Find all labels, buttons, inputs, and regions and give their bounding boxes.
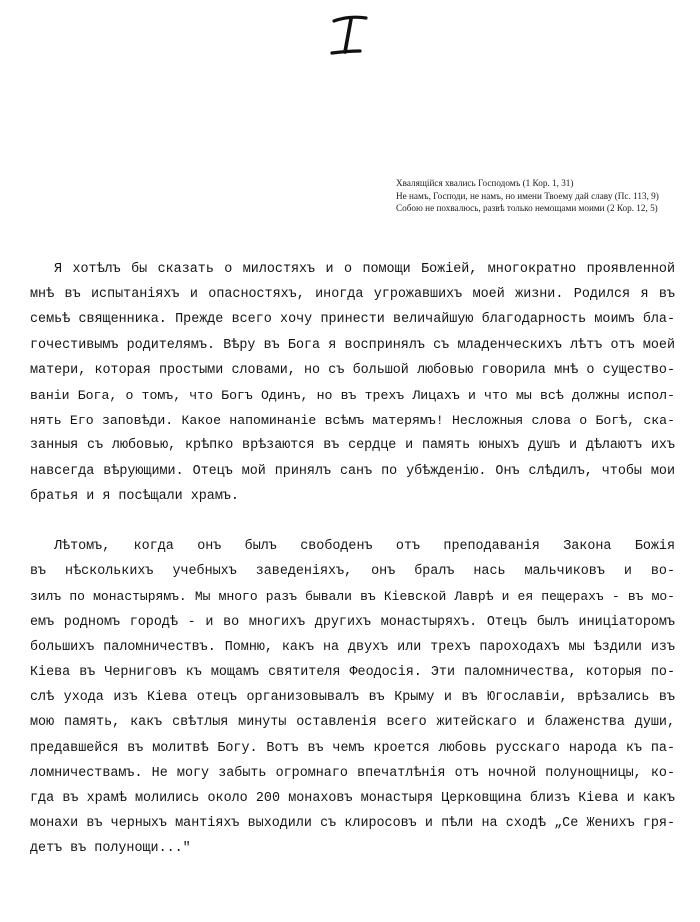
text-line: мою память, какъ свѣтлыя минуты оставленія всего житейскаго и блаженства души, bbox=[30, 715, 675, 731]
paragraph bbox=[30, 257, 675, 509]
text-line: детъ въ полунощи..." bbox=[30, 841, 191, 857]
text-line: Лѣтомъ, когда онъ былъ свободенъ отъ преподаванія Закона Божія bbox=[54, 539, 675, 555]
text-line: мнѣ въ испытаніяхъ и опасностяхъ, иногда угрожавшихъ моей жизни. Родился я въ bbox=[30, 287, 675, 303]
chapter-numeral bbox=[318, 8, 378, 62]
text-line: занныя съ любовью, крѣпко врѣзаются въ сердце и память юныхъ душъ и дѣлаютъ ихъ bbox=[30, 438, 675, 454]
text-line: навсегда вѣрующими. Отецъ мой принялъ санъ по убѣжденію. Онъ слѣдилъ, чтобы мои bbox=[30, 463, 675, 479]
text-line: монахи въ черныхъ мантіяхъ выходили съ клиросовъ и пѣли на сходѣ „Се Женихъ гря- bbox=[30, 816, 675, 832]
text-line: емъ родномъ городѣ - и во многихъ другихъ монастыряхъ. Отецъ былъ иниціаторомъ bbox=[30, 614, 675, 630]
text-line: слѣ ухода изъ Кіева отецъ организовывалъ въ Крыму и въ Югославіи, врѣзались въ bbox=[30, 690, 675, 706]
text-line: большихъ паломничествъ. Помню, какъ на двухъ или трехъ пароходахъ мы ѣздили изъ bbox=[30, 639, 675, 655]
text-line: нять Его заповѣди. Какое напоминаніе всѣмъ матерямъ! Несложныя слова о Богѣ, ска- bbox=[30, 413, 675, 429]
text-line: гочестивымъ родителямъ. Вѣру въ Бога я воспринялъ съ младенческихъ лѣтъ отъ моей bbox=[30, 337, 675, 353]
text-line: Я хотѣлъ бы сказать о милостяхъ и о помощи Божіей, многократно проявленной bbox=[54, 262, 675, 277]
text-line: гда въ храмѣ молились около 200 монаховъ монастыря Церковщина близъ Кіева и какъ bbox=[30, 791, 675, 807]
text-line: ваніи Бога, о томъ, что Богъ Одинъ, но въ трехъ Лицахъ и что мы всѣ должны испол- bbox=[30, 388, 675, 404]
epigraph-line: Хвалящійся хвались Господомъ (1 Кор. 1, 31) bbox=[396, 178, 574, 188]
text-line: зилъ по монастырямъ. Мы много разъ бывали въ Кіевской Лаврѣ и ея пещерахъ - въ мо- bbox=[30, 589, 675, 605]
text-line: предавшейся въ молитвѣ Богу. Вотъ въ чемъ кроется любовь русскаго народа къ па- bbox=[30, 740, 675, 756]
text-line: ломничествамъ. Не могу забыть огромнаго впечатлѣнія отъ ночной полунощницы, ко- bbox=[30, 765, 675, 781]
epigraph-line: Собою не похвалюсь, развѣ только немощами моими (2 Кор. 12, 5) bbox=[396, 203, 658, 213]
text-line: въ нѣсколькихъ учебныхъ заведеніяхъ, онъ бралъ нась мальчиковъ и во- bbox=[30, 564, 675, 580]
text-line: Кіева въ Черниговъ къ мощамъ святителя Феодосія. Эти паломничества, которыя по- bbox=[30, 665, 675, 681]
epigraph-line: Не намъ, Господи, не намъ, но имени Твоему дай славу (Пс. 113, 9) bbox=[396, 190, 659, 201]
chapter-numeral-glyph bbox=[318, 8, 378, 62]
text-line: матери, которая простыми словами, но съ большой любовью говорила мнѣ о существо- bbox=[30, 362, 675, 378]
text-line: братья и я посѣщали храмъ. bbox=[30, 488, 239, 504]
epigraph bbox=[396, 177, 696, 215]
body-text bbox=[30, 257, 675, 862]
text-line: семьѣ священника. Прежде всего хочу принести величайшую благодарность моимъ бла- bbox=[30, 312, 675, 328]
paragraph bbox=[30, 534, 675, 862]
